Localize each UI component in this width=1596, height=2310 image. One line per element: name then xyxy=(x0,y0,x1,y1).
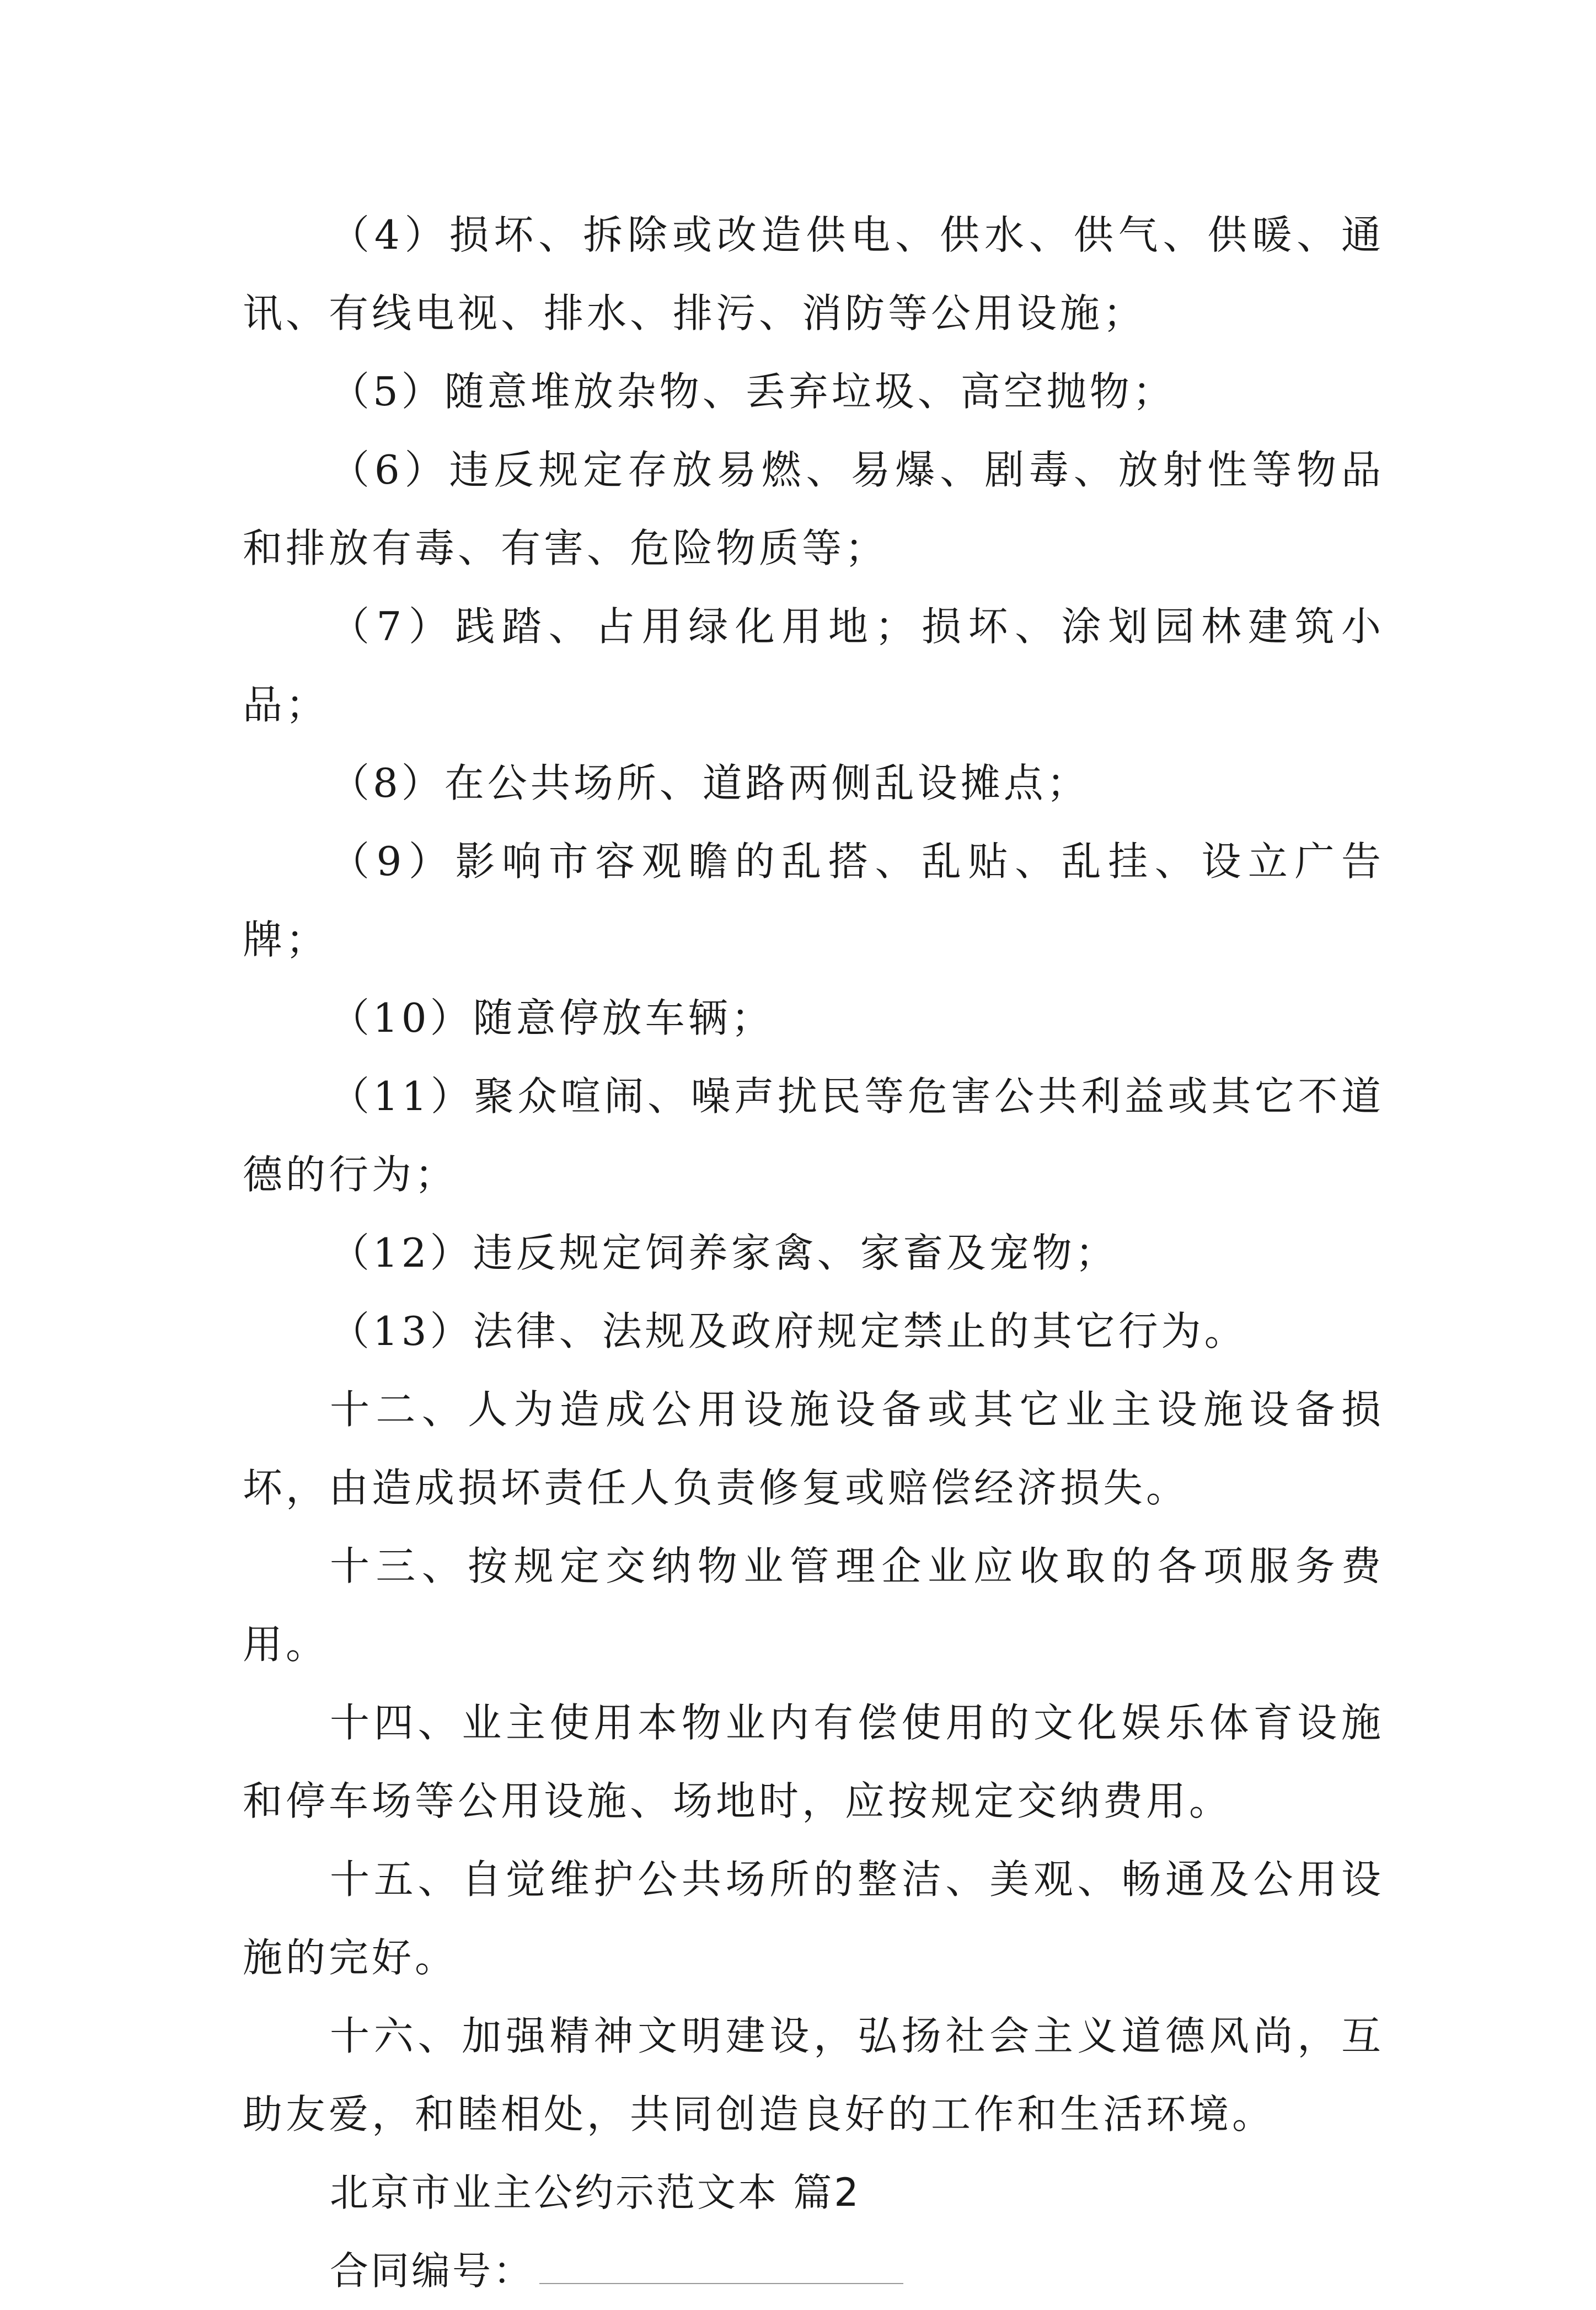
clause-item-9: （9）影响市容观瞻的乱搭、乱贴、乱挂、设立广告牌； xyxy=(243,838,1384,963)
clause-item-4: （4）损坏、拆除或改造供电、供水、供气、供暖、通讯、有线电视、排水、排污、消防等公用设施； xyxy=(243,212,1384,336)
contract-number-blank xyxy=(539,2250,903,2284)
clause-item-7: （7）践踏、占用绿化用地；损坏、涂划园林建筑小品； xyxy=(243,603,1384,728)
clause-item-6: （6）违反规定存放易燃、易爆、剧毒、放射性等物品和排放有毒、有害、危险物质等； xyxy=(243,447,1384,571)
article-16: 十六、加强精神文明建设，弘扬社会主义道德风尚，互助友爱，和睦相处，共同创造良好的工作和生活环境。 xyxy=(243,2013,1384,2137)
article-12: 十二、人为造成公用设施设备或其它业主设施设备损坏，由造成损坏责任人负责修复或赔偿经济损失。 xyxy=(243,1386,1384,1511)
clause-item-11: （11）聚众喧闹、噪声扰民等危害公共利益或其它不道德的行为； xyxy=(243,1073,1384,1198)
article-15: 十五、自觉维护公共场所的整洁、美观、畅通及公用设施的完好。 xyxy=(243,1856,1384,1981)
contract-number-label: 合同编号： xyxy=(330,2248,534,2293)
contract-number-line xyxy=(243,2232,1384,2310)
clause-item-5: （5）随意堆放杂物、丢弃垃圾、高空抛物； xyxy=(330,368,1176,415)
section-heading: 北京市业主公约示范文本 篇2 xyxy=(330,2170,861,2215)
document-body xyxy=(243,196,1384,2310)
clause-item-10: （10）随意停放车辆； xyxy=(330,995,774,1041)
clause-item-12: （12）违反规定饲养家禽、家畜及宠物； xyxy=(330,1230,1118,1276)
article-14: 十四、业主使用本物业内有偿使用的文化娱乐体育设施和停车场等公用设施、场地时，应按规定交纳费用。 xyxy=(243,1700,1384,1824)
clause-item-13: （13）法律、法规及政府规定禁止的其它行为。 xyxy=(330,1308,1247,1354)
clause-item-8: （8）在公共场所、道路两侧乱设摊点； xyxy=(330,760,1090,806)
article-13: 十三、按规定交纳物业管理企业应收取的各项服务费用。 xyxy=(243,1543,1384,1668)
